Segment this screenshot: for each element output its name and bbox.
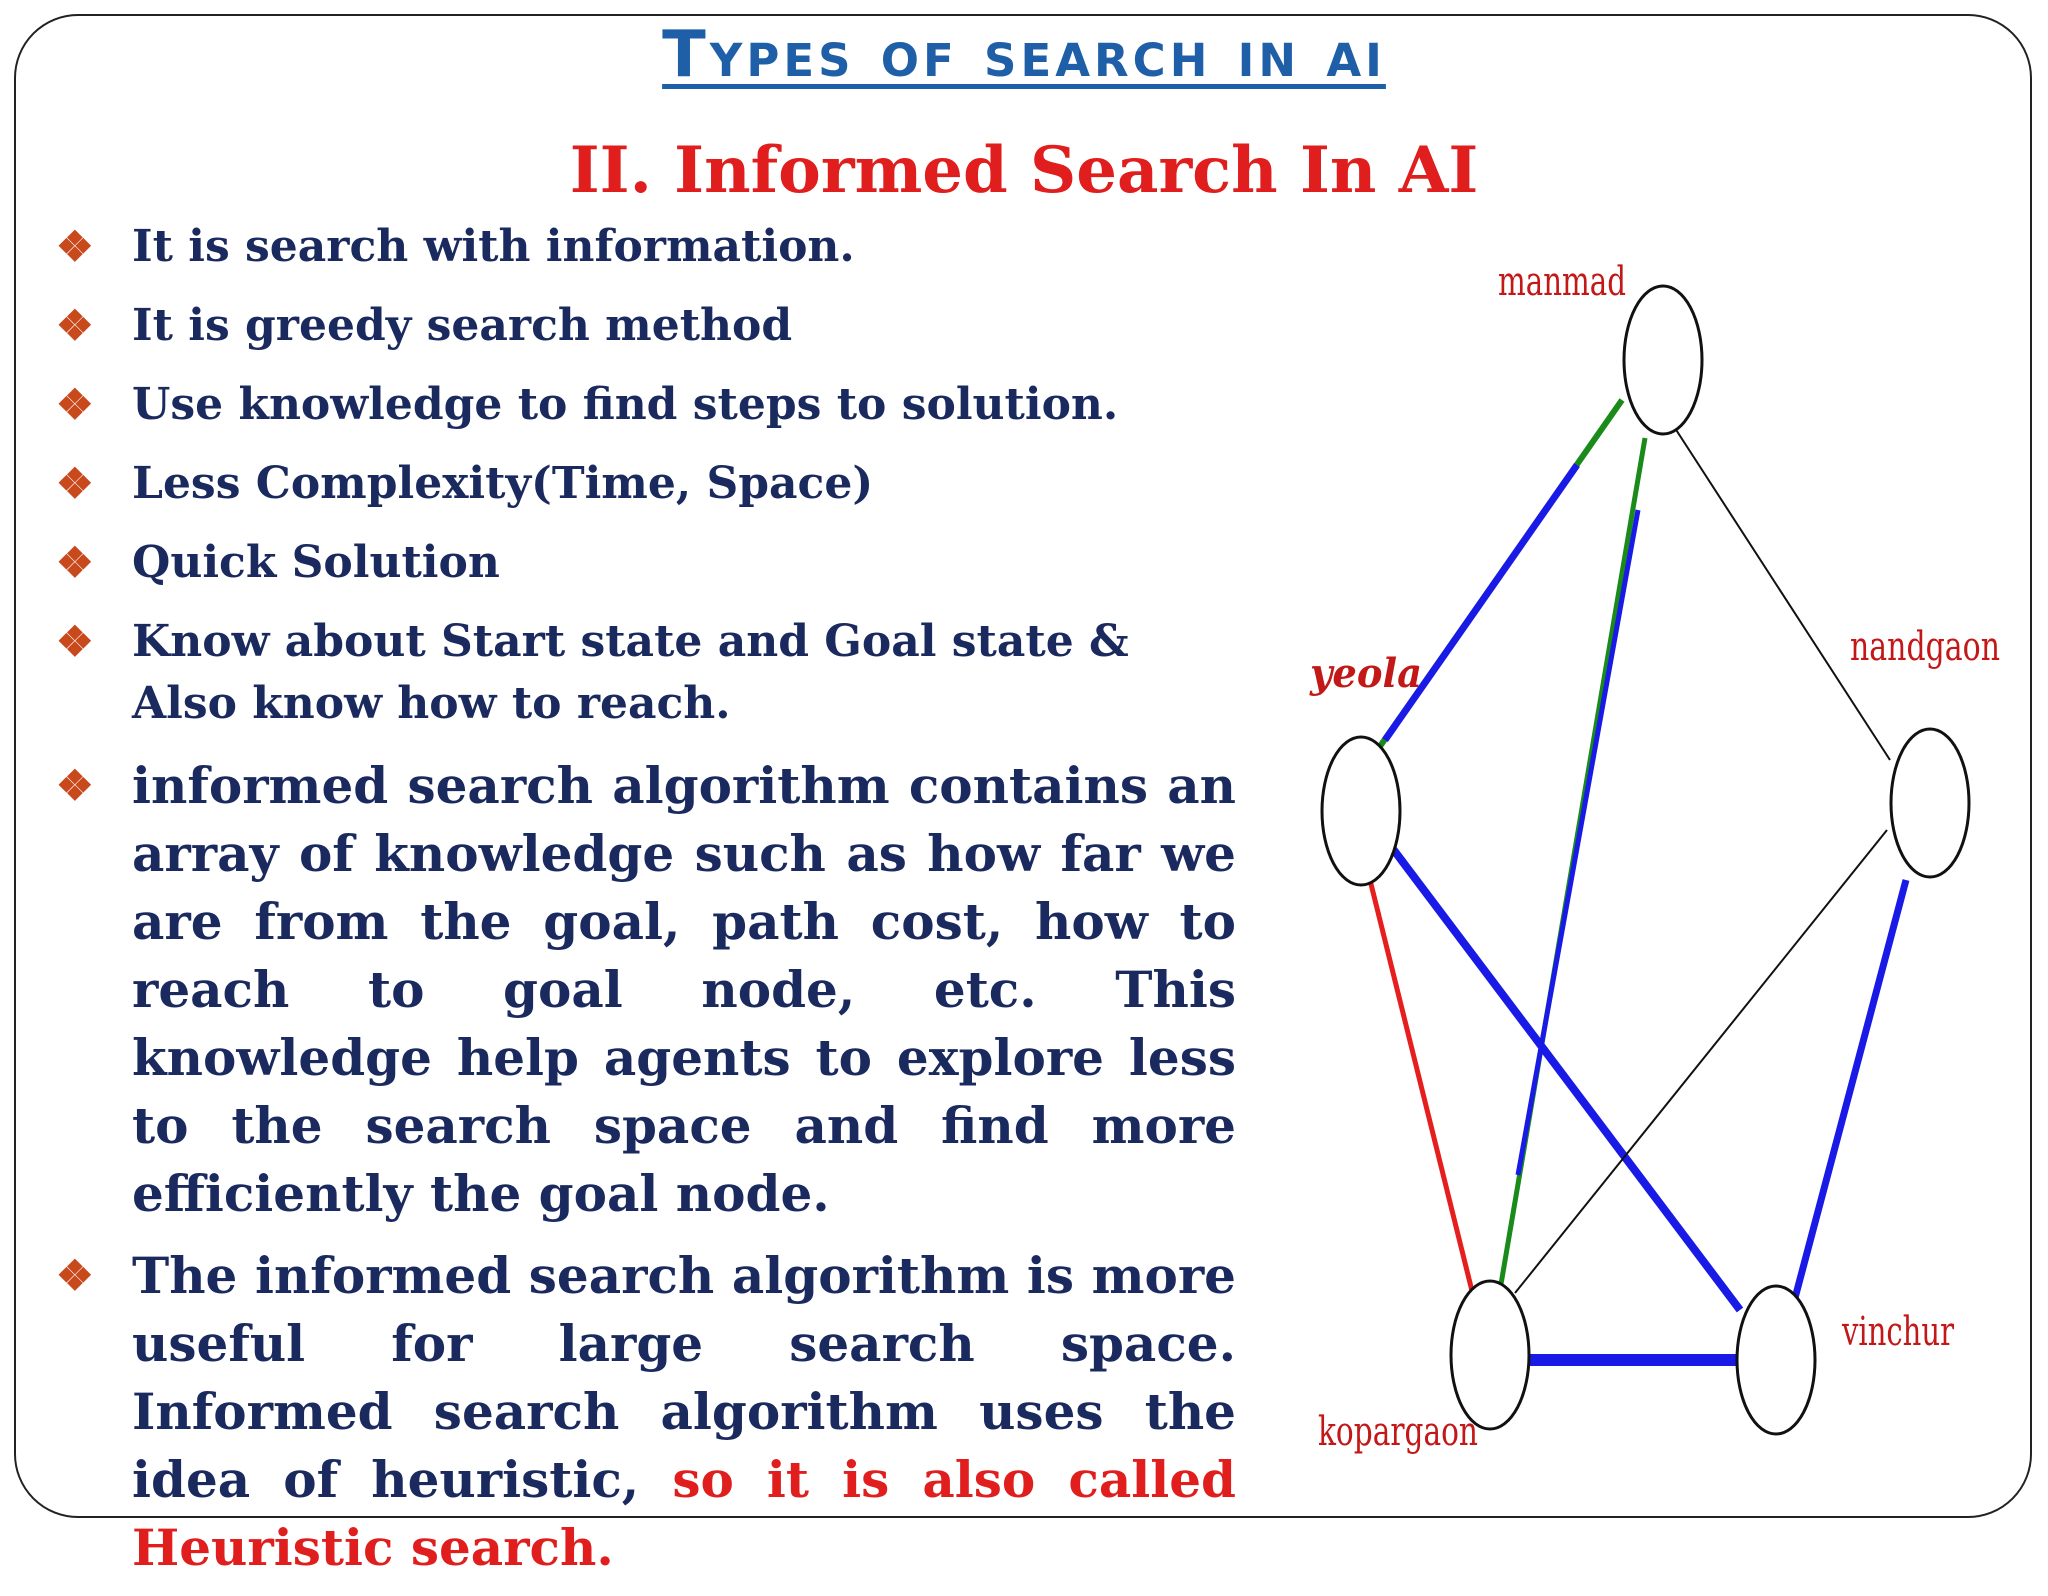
diamond-bullet-icon: ❖ [56, 380, 94, 429]
bullet-item [56, 1242, 1236, 1582]
node-nandgaon [1891, 729, 1969, 877]
bullet-list [56, 216, 1236, 1596]
bullet-text: Quick Solution [132, 537, 500, 588]
bullet-text: It is greedy search method [132, 300, 793, 351]
diamond-bullet-icon: ❖ [56, 617, 94, 666]
bullet-item [56, 216, 1236, 278]
node-yeola [1322, 737, 1400, 885]
node-label-nandgaon: nandgaon [1850, 624, 2000, 670]
node-kopargaon [1451, 1281, 1529, 1429]
node-vinchur [1737, 1286, 1815, 1434]
bullet-highlight-text: so it is also called Heuristic search. [132, 1450, 1236, 1577]
edge-manmad-nandgaon [1660, 405, 1890, 760]
bullet-item [56, 453, 1236, 515]
search-graph [1290, 240, 2020, 1470]
node-label-vinchur: vinchur [1841, 1309, 1955, 1355]
slide-subtitle: II. Informed Search In AI [569, 133, 1479, 208]
bullet-text: Know about Start state and Goal state & Also know how to reach. [132, 616, 1129, 729]
edge-manmad-kopargaon-blue [1518, 510, 1638, 1175]
bullet-text: Less Complexity(Time, Space) [132, 458, 874, 509]
bullet-text: The informed search algorithm is more useful for large search space. Informed search algorithm uses the idea of heuristic, [132, 1246, 1236, 1509]
diamond-bullet-icon: ❖ [56, 222, 94, 271]
bullet-item [56, 752, 1236, 1228]
bullet-item [56, 611, 1236, 735]
diamond-bullet-icon: ❖ [56, 301, 94, 350]
bullet-item [56, 295, 1236, 357]
bullet-text: Use knowledge to find steps to solution. [132, 379, 1119, 430]
diamond-bullet-icon: ❖ [56, 1251, 94, 1300]
diamond-bullet-icon: ❖ [56, 459, 94, 508]
slide-title: Types of search in ai [662, 18, 1386, 92]
edge-nandgaon-vinchur [1795, 880, 1906, 1298]
diamond-bullet-icon: ❖ [56, 538, 94, 587]
node-label-kopargaon: kopargaon [1318, 1409, 1478, 1455]
edge-yeola-kopargaon [1370, 880, 1473, 1295]
edge-manmad-yeola-blue [1385, 465, 1577, 740]
edge-nandgaon-kopargaon [1515, 830, 1887, 1293]
node-label-manmad: manmad [1498, 259, 1626, 305]
diamond-bullet-icon: ❖ [56, 761, 94, 810]
node-manmad [1624, 286, 1702, 434]
node-label-yeola: yeola [1309, 650, 1422, 697]
bullet-item [56, 374, 1236, 436]
bullet-text: It is search with information. [132, 221, 855, 272]
bullet-item [56, 532, 1236, 594]
bullet-text: informed search algorithm contains an array of knowledge such as how far we are from the goal, path cost, how to reach to goal node, etc. This knowledge help agents to explore less to the search space and find more efficiently the goal node. [132, 756, 1236, 1223]
